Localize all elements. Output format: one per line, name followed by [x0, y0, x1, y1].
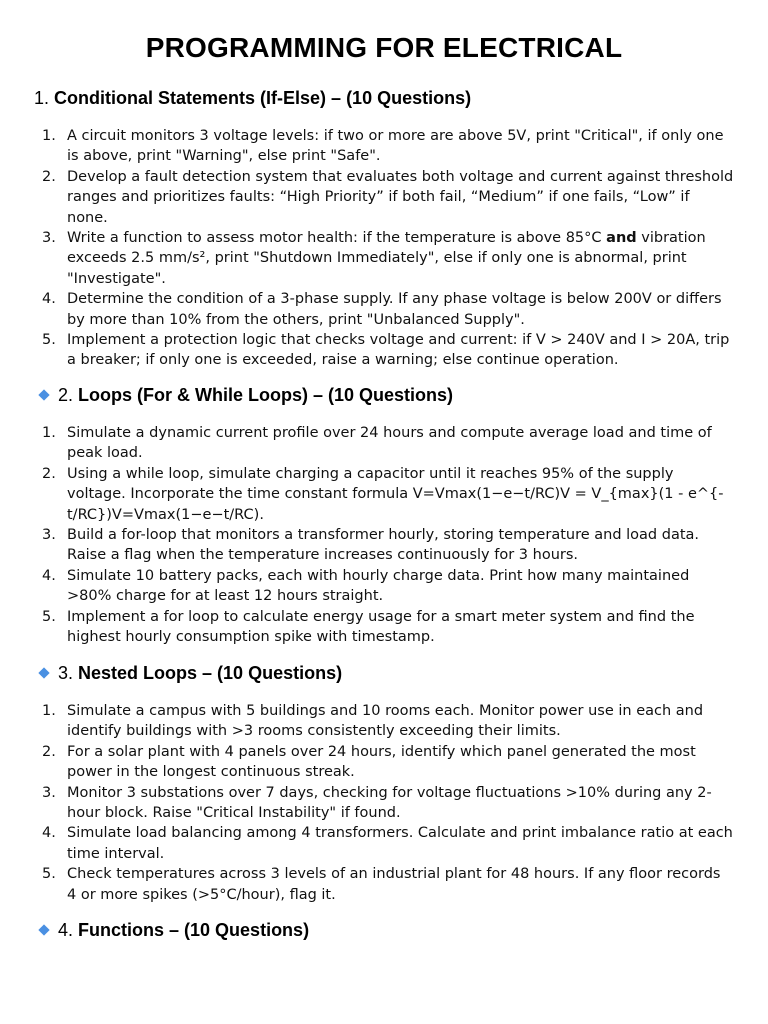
section-title: Conditional Statements (If-Else) – (10 Questions): [54, 88, 472, 108]
item-number: 2.: [42, 743, 56, 760]
question-list: [34, 423, 734, 647]
section-number: 3.: [58, 663, 74, 683]
section-functions: [34, 916, 734, 944]
section-title: Functions – (10 Questions): [78, 920, 310, 940]
section-conditional-statements: [34, 84, 734, 371]
item-text: Implement a for loop to calculate energy usage for a smart meter system and find the highest hourly consumption spike with timestamp.: [67, 608, 695, 646]
item-text: Build a for-loop that monitors a transformer hourly, storing temperature and load data. Raise a flag when the temperature increases continuously for 3 hours.: [67, 527, 700, 564]
list-item: [34, 742, 734, 783]
section-number: 4.: [58, 920, 74, 940]
question-list: [34, 701, 734, 905]
item-text: Determine the condition of a 3-phase supply. If any phase voltage is below 200V or differs by more than 10% from the others, print "Unbalanced Supply".: [67, 291, 722, 328]
item-number: 3.: [42, 784, 56, 801]
diamond-bullet-icon: [38, 925, 49, 936]
list-item: [34, 330, 734, 371]
section-heading: [34, 84, 734, 112]
list-item: [34, 167, 734, 228]
list-item: [34, 228, 734, 289]
section-number: 1.: [34, 88, 50, 108]
document-title: PROGRAMMING FOR ELECTRICAL: [145, 32, 623, 63]
section-heading: [34, 381, 734, 409]
list-item: [34, 566, 734, 607]
list-item: [34, 864, 734, 905]
item-number: 2.: [42, 168, 56, 185]
item-text: Simulate load balancing among 4 transformers. Calculate and print imbalance ratio at each time interval.: [67, 825, 733, 862]
list-item: [34, 607, 734, 648]
section-nested-loops: [34, 659, 734, 905]
list-item: [34, 783, 734, 824]
item-text-bold: and: [606, 230, 637, 247]
item-text: Simulate 10 battery packs, each with hourly charge data. Print how many maintained >80% charge for at least 12 hours straight.: [67, 567, 690, 605]
section-heading: [34, 916, 734, 944]
item-text: A circuit monitors 3 voltage levels: if two or more are above 5V, print "Critical", if only one is above, print "Warning", else print "Safe".: [67, 128, 724, 165]
item-number: 4.: [42, 291, 56, 308]
section-title: Loops (For & While Loops) – (10 Questions): [78, 385, 454, 405]
item-number: 1.: [42, 703, 56, 719]
item-text: Check temperatures across 3 levels of an industrial plant for 48 hours. If any floor records 4 or more spikes (>5°C/hour), flag it.: [67, 866, 721, 903]
list-item: [34, 525, 734, 566]
item-number: 5.: [42, 332, 56, 349]
item-text: Develop a fault detection system that evaluates both voltage and current against threshold ranges and prioritizes faults: “High Priority” if both fail, “Medium” if one fails, “Low” if none.: [67, 168, 734, 226]
section-number: 2.: [58, 385, 74, 405]
list-item: [34, 823, 734, 864]
item-number: 1.: [42, 128, 56, 144]
item-number: 3.: [42, 527, 56, 544]
list-item: [34, 464, 734, 525]
item-number: 4.: [42, 567, 56, 584]
item-text-rest: vibration exceeds 2.5 mm/s², print "Shutdown Immediately", else if only one is abnormal, print "Investigate".: [67, 230, 706, 287]
item-text: Simulate a campus with 5 buildings and 10 rooms each. Monitor power use in each and identify buildings with >3 rooms consistently exceeding their limits.: [67, 703, 704, 740]
list-item: [34, 423, 734, 464]
diamond-bullet-icon: [38, 390, 49, 401]
item-number: 3.: [42, 230, 56, 247]
item-text: Using a while loop, simulate charging a capacitor until it reaches 95% of the supply voltage. Incorporate the time constant formula V=Vmax(1−e−t/RC)V = V_{max}(1 - e^{-t/RC})V=Vmax(1−e−t/RC).: [67, 465, 724, 523]
item-number: 5.: [42, 866, 56, 883]
item-number: 5.: [42, 608, 56, 625]
item-text: Simulate a dynamic current profile over 24 hours and compute average load and time of peak load.: [67, 425, 712, 462]
list-item: [34, 289, 734, 330]
list-item: [34, 701, 734, 742]
item-number: 2.: [42, 465, 56, 482]
section-title: Nested Loops – (10 Questions): [78, 663, 343, 683]
section-loops: [34, 381, 734, 647]
item-text: Monitor 3 substations over 7 days, checking for voltage fluctuations >10% during any 2-hour block. Raise "Critical Instability" if found.: [67, 784, 712, 822]
question-list: [34, 126, 734, 371]
diamond-bullet-icon: [38, 668, 49, 679]
item-text: Write a function to assess motor health: if the temperature is above 85°C: [67, 230, 607, 247]
item-text: Implement a protection logic that checks voltage and current: if V > 240V and I > 20A, trip a breaker; if only one is exceeded, raise a warning; else continue operation.: [67, 332, 730, 369]
item-text: For a solar plant with 4 panels over 24 hours, identify which panel generated the most power in the longest continuous streak.: [67, 743, 696, 781]
item-number: 1.: [42, 425, 56, 441]
item-number: 4.: [42, 825, 56, 842]
list-item: [34, 126, 734, 167]
section-heading: [34, 659, 734, 687]
